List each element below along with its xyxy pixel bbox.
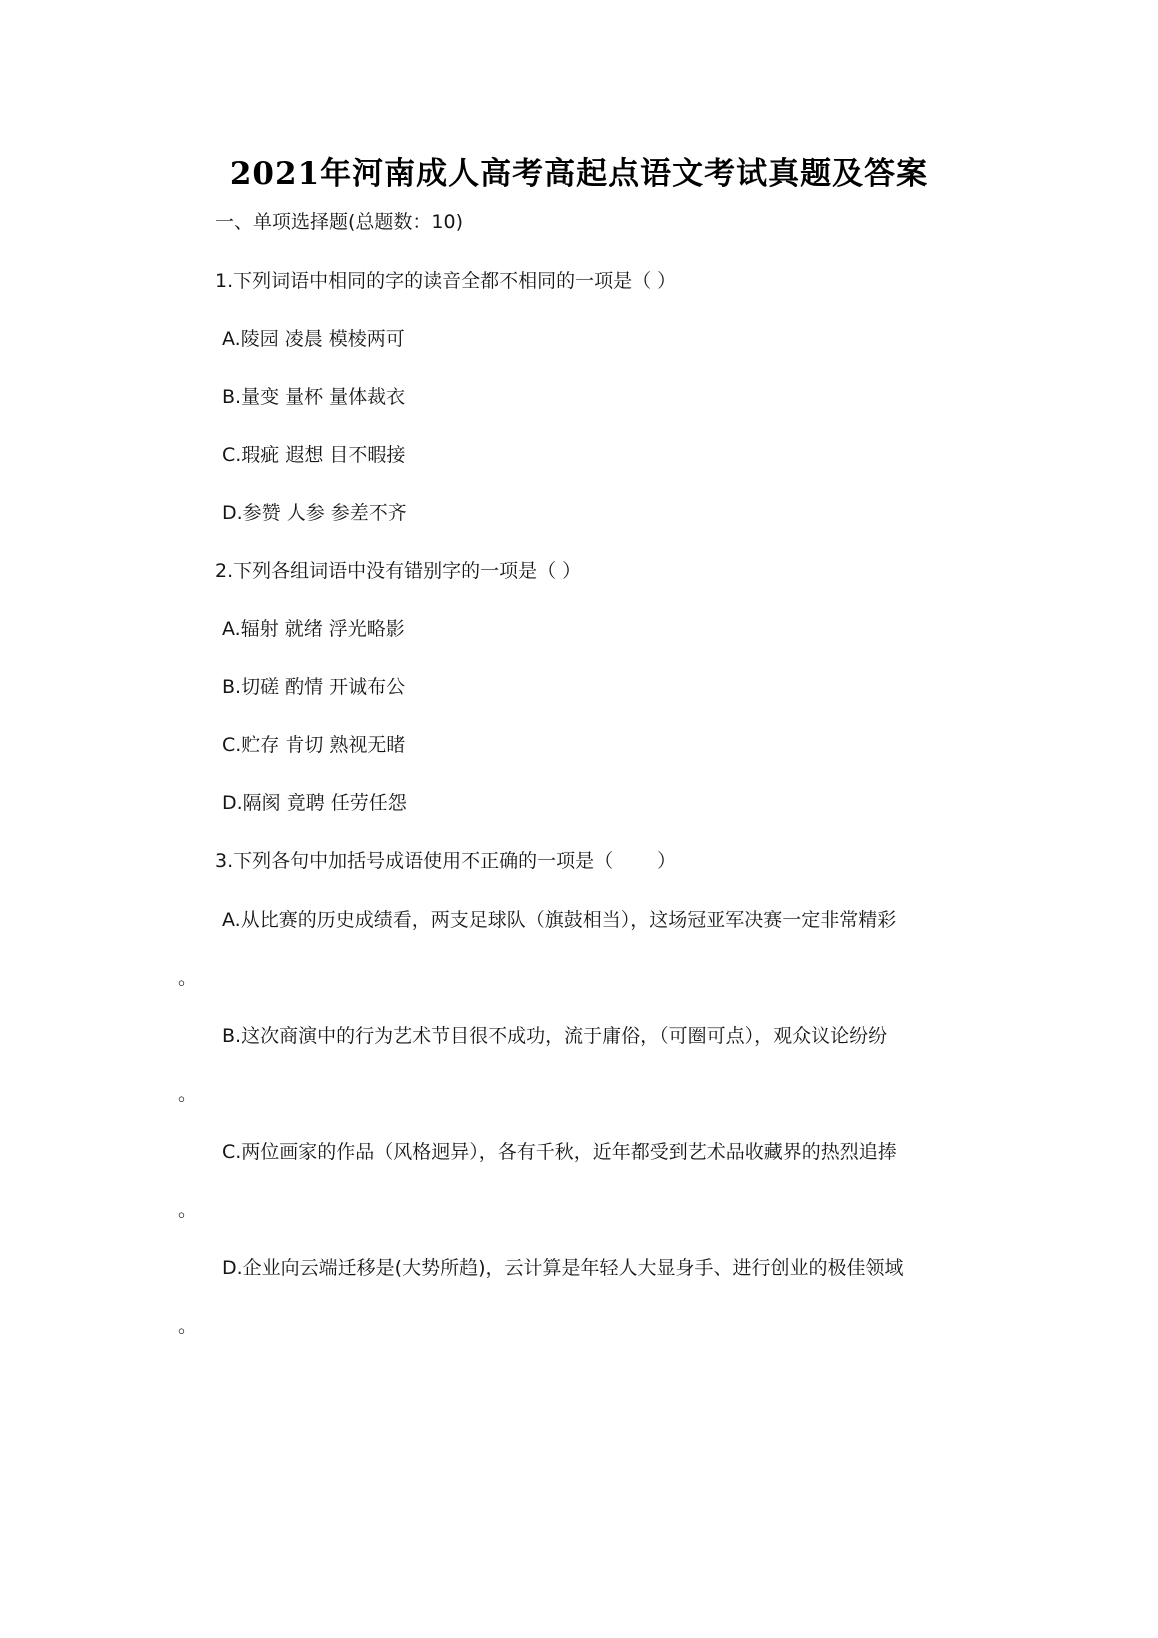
question-2-option-a: A.辐射 就绪 浮光略影	[222, 618, 405, 640]
question-2-stem: 2.下列各组词语中没有错别字的一项是（ ）	[215, 560, 582, 582]
question-3-option-c: C.两位画家的作品（风格迥异），各有千秋，近年都受到艺术品收藏界的热烈追捧	[222, 1141, 897, 1163]
question-3-option-d: D.企业向云端迁移是(大势所趋)，云计算是年轻人大显身手、进行创业的极佳领域	[222, 1257, 904, 1279]
question-2-option-d: D.隔阂 竟聘 任劳任怨	[222, 792, 407, 814]
question-2-option-b: B.切磋 酌情 开诚布公	[222, 676, 406, 698]
question-1-option-b: B.量变 量杯 量体裁衣	[222, 386, 406, 408]
question-1-option-d: D.参赞 人参 参差不齐	[222, 502, 407, 524]
option-a-end-mark: 。	[178, 967, 198, 989]
question-3-stem: 3.下列各句中加括号成语使用不正确的一项是（ ）	[215, 850, 677, 872]
question-1-stem: 1.下列词语中相同的字的读音全都不相同的一项是（ ）	[215, 270, 677, 292]
question-3-option-a: A.从比赛的历史成绩看，两支足球队（旗鼓相当），这场冠亚军决赛一定非常精彩	[222, 909, 897, 931]
question-3-option-b: B.这次商演中的行为艺术节目很不成功，流于庸俗，（可圈可点），观众议论纷纷	[222, 1025, 888, 1047]
option-b-end-mark: 。	[178, 1083, 198, 1105]
option-d-end-mark: 。	[178, 1315, 198, 1337]
section-heading: 一、单项选择题(总题数：10)	[215, 211, 464, 233]
question-2-option-c: C.贮存 肯切 熟视无睹	[222, 734, 406, 756]
document-title: 2021年河南成人高考高起点语文考试真题及答案	[229, 156, 929, 192]
question-1-option-a: A.陵园 凌晨 模棱两可	[222, 328, 405, 350]
question-1-option-c: C.瑕疵 遐想 目不暇接	[222, 444, 406, 466]
option-c-end-mark: 。	[178, 1199, 198, 1221]
